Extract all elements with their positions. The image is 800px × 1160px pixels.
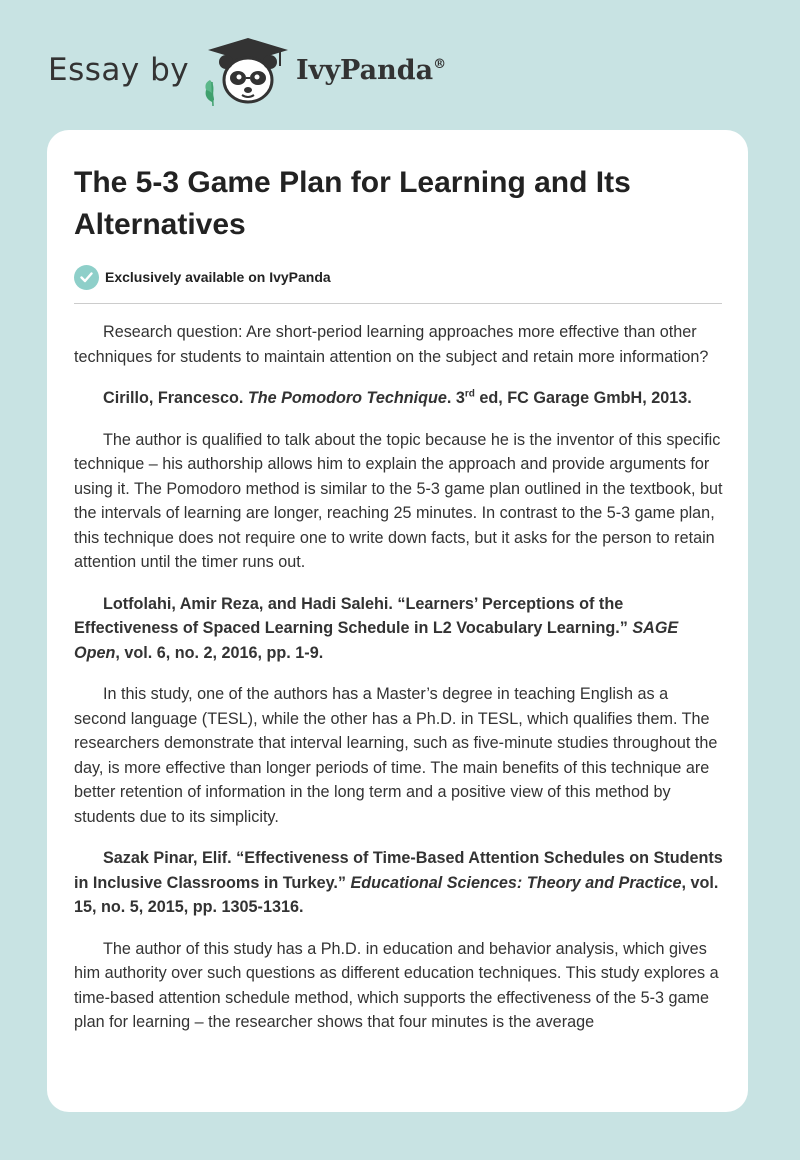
exclusive-text: Exclusively available on IvyPanda [105,269,331,285]
citation-1 [74,386,724,411]
research-question-paragraph: Research question: Are short-period learning approaches more effective than other techniques for students to maintain attention on the subject and retain more information? [74,323,709,366]
annotation-paragraph-1: The author is qualified to talk about the topic because he is the inventor of this specific technique – his authorship allows him to explain the approach and provide arguments for using it. The Pomodoro method is similar to the 5-3 game plan outlined in the textbook, but the intervals of learning are longer, reaching 25 minutes. In contrast to the 5-3 game plan, this technique does not require one to write down facts, but it asks for the person to retain attention until the timer runs out. [74,430,723,571]
citation-3 [74,846,724,920]
page-title: The 5-3 Game Plan for Learning and Its Alternatives [74,166,631,241]
brand-name[interactable] [296,55,446,86]
annotation-paragraph-3: The author of this study has a Ph.D. in education and behavior analysis, which gives him authority over such questions as different education techniques. This study explores a time-based attention schedule method, which supports the effectiveness of the 5-3 game plan for learning – the researcher shows that four minutes is the average [74,939,719,1031]
registered-mark: ® [433,57,447,72]
essay-card [47,130,748,1112]
brand-text: IvyPanda [296,55,434,86]
citation-3-rest: , vol. 15, no. 5, 2015, pp. 1305-1316. [74,873,719,916]
citation-1-author: Cirillo, Francesco. [103,389,248,407]
citation-1-rest: ed, FC Garage GmbH, 2013. [474,389,692,407]
citation-2 [74,592,724,666]
essay-by-label: Essay by [48,52,190,88]
essay-body [74,320,724,1052]
citation-1-mid: . 3 [446,389,465,407]
citation-3-journal: Educational Sciences: Theory and Practice [350,873,682,892]
divider [74,303,722,304]
citation-1-title: The Pomodoro Technique [247,389,447,407]
citation-2-main: Lotfolahi, Amir Reza, and Hadi Salehi. “Learners’ Perceptions of the Effectiveness of Spaced Learning Schedule in L2 Vocabulary Learning.” [74,594,633,637]
exclusive-badge [74,264,331,290]
annotation-paragraph-2: In this study, one of the authors has a Master’s degree in teaching English as a second language (TESL), while the other has a Ph.D. in TESL, which qualifies them. The researchers demonstrate that interval learning, such as five-minute studies throughout the day, is more effective than longer periods of time. The main benefits of this technique are better retention of information in the long term and a positive view of this method by students due to its simplicity. [74,685,718,826]
check-icon [74,265,99,290]
citation-1-sup: rd [464,388,475,400]
citation-3-main: Sazak Pinar, Elif. “Effectiveness of Time-Based Attention Schedules on Students in Inclusive Classrooms in Turkey.” [74,849,723,892]
site-header [0,0,800,130]
ivypanda-logo[interactable] [198,36,298,108]
citation-2-journal: SAGE Open [74,619,679,662]
citation-2-rest: , vol. 6, no. 2, 2016, pp. 1-9. [115,643,324,662]
